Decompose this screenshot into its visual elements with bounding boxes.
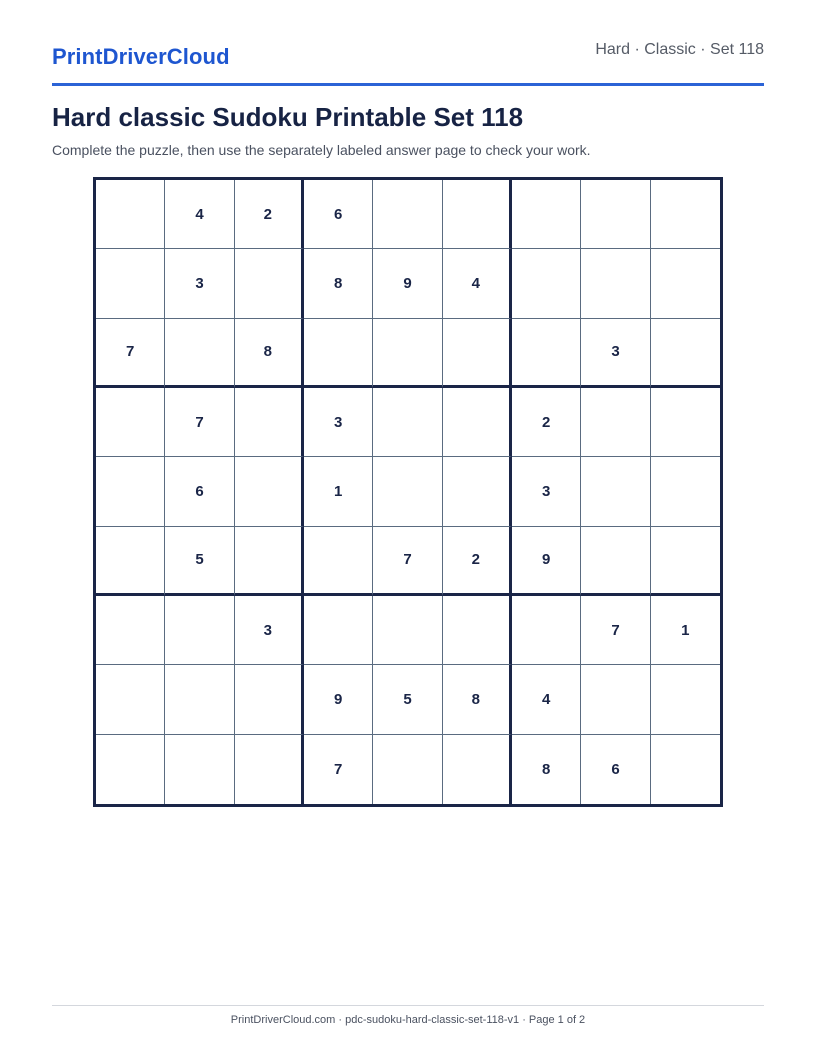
sudoku-cell bbox=[581, 388, 650, 457]
sudoku-cell: 9 bbox=[304, 665, 373, 734]
page-title: Hard classic Sudoku Printable Set 118 bbox=[52, 102, 524, 132]
sudoku-cell: 3 bbox=[304, 388, 373, 457]
sudoku-cell bbox=[651, 735, 720, 804]
sudoku-cell bbox=[443, 388, 512, 457]
sudoku-cell bbox=[581, 527, 650, 596]
sudoku-cell bbox=[443, 319, 512, 388]
sudoku-cell: 8 bbox=[512, 735, 581, 804]
sudoku-cell: 7 bbox=[96, 319, 165, 388]
sudoku-cell bbox=[651, 665, 720, 734]
brand-logo[interactable]: PrintDriverCloud bbox=[52, 44, 230, 69]
sudoku-cell: 3 bbox=[235, 596, 304, 665]
sudoku-cell bbox=[235, 457, 304, 526]
sudoku-cell bbox=[373, 180, 442, 249]
sudoku-cell: 4 bbox=[165, 180, 234, 249]
sudoku-cell bbox=[96, 665, 165, 734]
sudoku-cell: 8 bbox=[443, 665, 512, 734]
sudoku-cell bbox=[235, 665, 304, 734]
footer-divider bbox=[52, 1005, 764, 1006]
sudoku-cell: 5 bbox=[165, 527, 234, 596]
sudoku-cell bbox=[443, 457, 512, 526]
sudoku-cell bbox=[651, 180, 720, 249]
sudoku-cell bbox=[581, 249, 650, 318]
sudoku-cell: 9 bbox=[512, 527, 581, 596]
sudoku-cell bbox=[96, 527, 165, 596]
sudoku-cell bbox=[651, 319, 720, 388]
sudoku-cell: 8 bbox=[304, 249, 373, 318]
sudoku-cell bbox=[165, 665, 234, 734]
page-footer: PrintDriverCloud.com · pdc-sudoku-hard-classic-set-118-v1 · Page 1 of 2 bbox=[230, 1014, 586, 1026]
sudoku-cell: 2 bbox=[443, 527, 512, 596]
sudoku-cell bbox=[512, 596, 581, 665]
page-subtitle: Complete the puzzle, then use the separately labeled answer page to check your work. bbox=[52, 142, 591, 158]
sudoku-cell bbox=[96, 735, 165, 804]
sudoku-cell: 4 bbox=[512, 665, 581, 734]
sudoku-cell: 7 bbox=[304, 735, 373, 804]
sudoku-cell bbox=[373, 388, 442, 457]
sudoku-cell: 9 bbox=[373, 249, 442, 318]
sudoku-cell: 2 bbox=[512, 388, 581, 457]
sudoku-cell: 7 bbox=[373, 527, 442, 596]
sudoku-cell bbox=[512, 249, 581, 318]
sudoku-cell: 1 bbox=[651, 596, 720, 665]
sudoku-cell: 5 bbox=[373, 665, 442, 734]
sudoku-cell: 2 bbox=[235, 180, 304, 249]
sudoku-cell: 1 bbox=[304, 457, 373, 526]
sudoku-cell: 3 bbox=[512, 457, 581, 526]
sudoku-cell bbox=[96, 596, 165, 665]
sudoku-cell bbox=[304, 319, 373, 388]
sudoku-cell bbox=[581, 457, 650, 526]
sudoku-cell bbox=[235, 735, 304, 804]
sudoku-cell: 7 bbox=[581, 596, 650, 665]
sudoku-cell bbox=[96, 180, 165, 249]
sudoku-cell bbox=[235, 388, 304, 457]
sudoku-cell bbox=[96, 457, 165, 526]
sudoku-cell bbox=[96, 249, 165, 318]
sudoku-cell bbox=[651, 527, 720, 596]
page-header bbox=[52, 0, 764, 86]
sudoku-cell bbox=[165, 319, 234, 388]
sudoku-cell bbox=[373, 735, 442, 804]
sudoku-cell bbox=[165, 596, 234, 665]
sudoku-cell: 6 bbox=[581, 735, 650, 804]
sudoku-cell bbox=[373, 596, 442, 665]
sudoku-cell bbox=[235, 249, 304, 318]
sudoku-cell bbox=[96, 388, 165, 457]
sudoku-cell bbox=[651, 388, 720, 457]
sudoku-cell bbox=[512, 319, 581, 388]
sudoku-cell bbox=[512, 180, 581, 249]
sudoku-cell bbox=[373, 319, 442, 388]
sudoku-cell: 3 bbox=[581, 319, 650, 388]
sudoku-cell bbox=[581, 665, 650, 734]
sudoku-cell bbox=[304, 527, 373, 596]
sudoku-cell bbox=[651, 249, 720, 318]
sudoku-cell: 6 bbox=[165, 457, 234, 526]
sudoku-cell bbox=[235, 527, 304, 596]
sudoku-cell: 4 bbox=[443, 249, 512, 318]
sudoku-grid bbox=[93, 177, 723, 807]
sudoku-cell bbox=[443, 735, 512, 804]
sudoku-cell bbox=[443, 596, 512, 665]
breadcrumb: Hard · Classic · Set 118 bbox=[595, 41, 764, 58]
sudoku-cell: 3 bbox=[165, 249, 234, 318]
sudoku-cell: 8 bbox=[235, 319, 304, 388]
sudoku-cell: 6 bbox=[304, 180, 373, 249]
sudoku-cell: 7 bbox=[165, 388, 234, 457]
sudoku-cell bbox=[443, 180, 512, 249]
sudoku-cell bbox=[651, 457, 720, 526]
sudoku-cell bbox=[373, 457, 442, 526]
sudoku-cell bbox=[304, 596, 373, 665]
sudoku-cell bbox=[581, 180, 650, 249]
sudoku-cell bbox=[165, 735, 234, 804]
